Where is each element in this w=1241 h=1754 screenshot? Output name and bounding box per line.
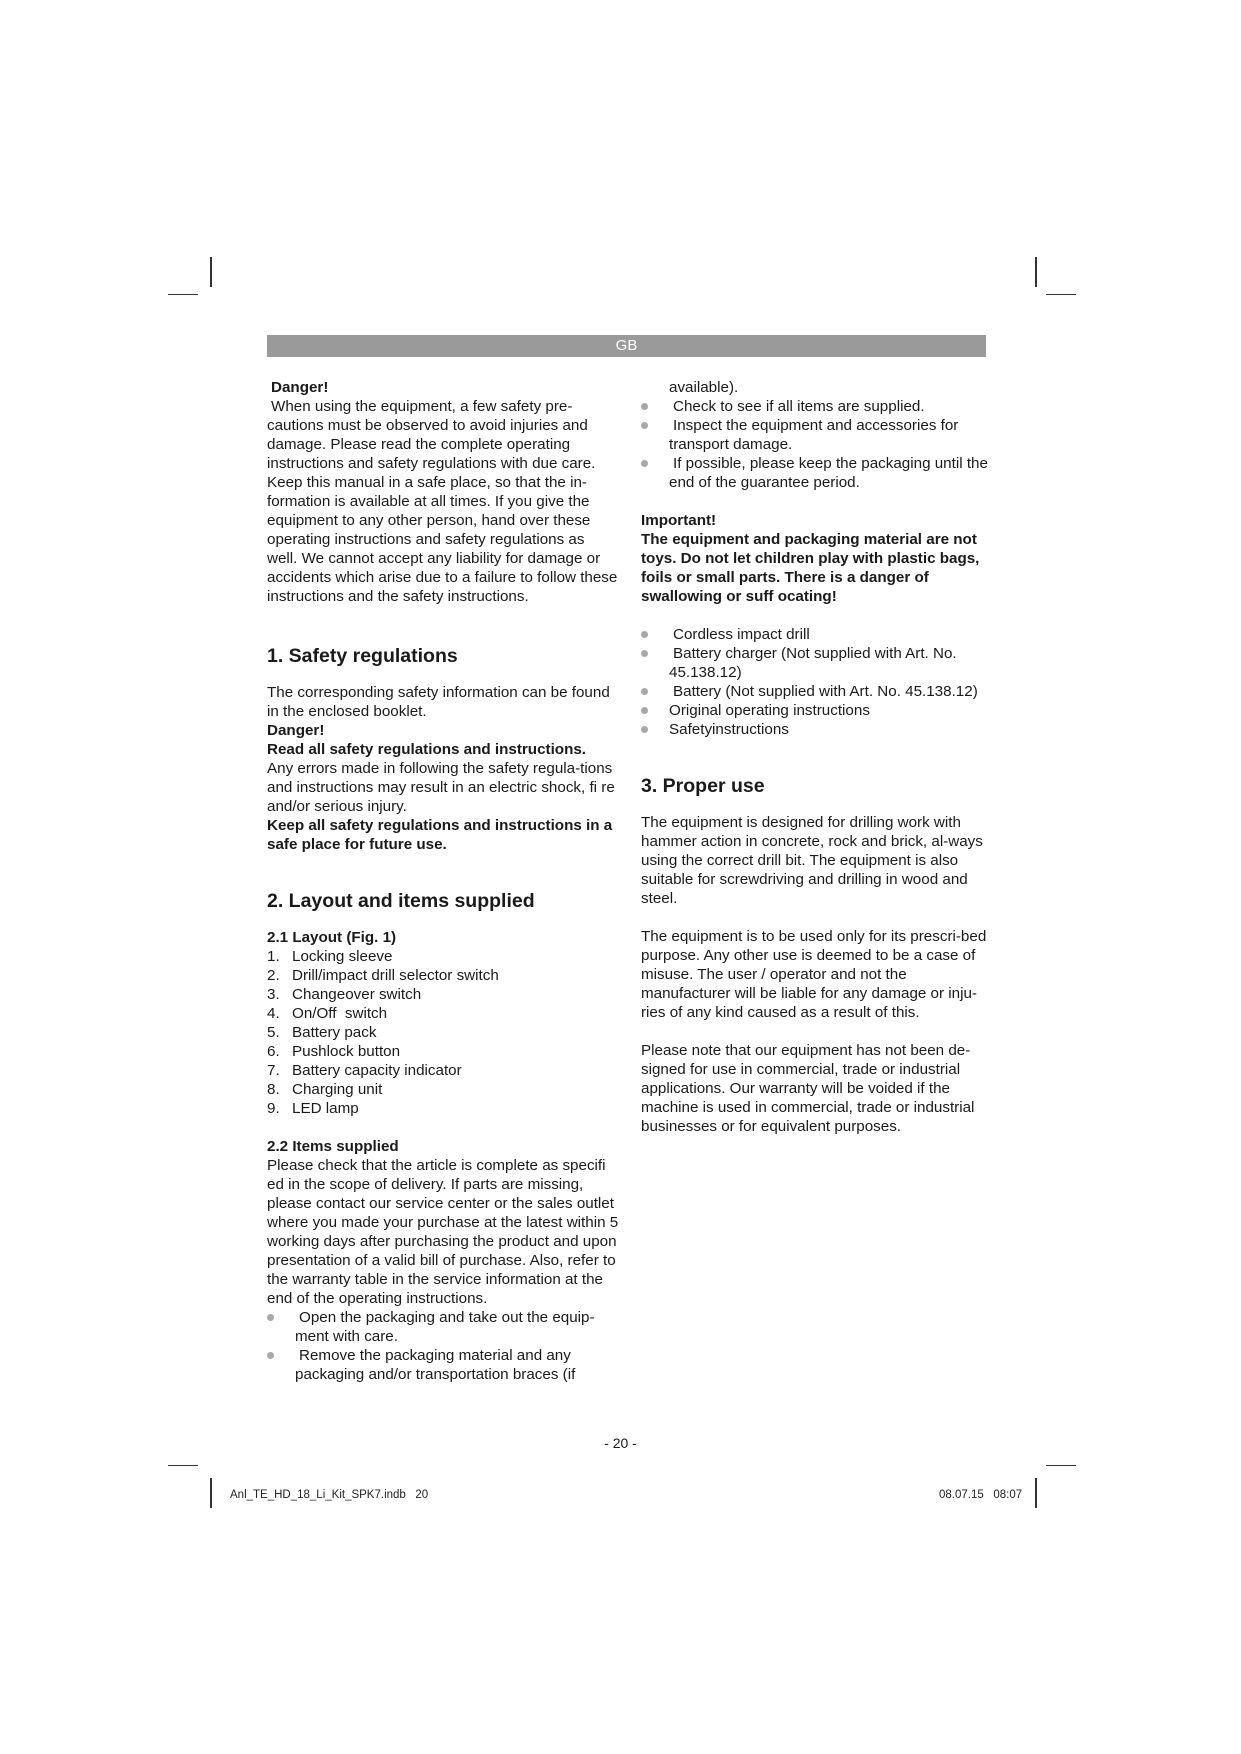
- list-item: 9. LED lamp: [267, 1100, 359, 1117]
- crop-mark: [210, 257, 212, 287]
- crop-mark: [1035, 257, 1037, 287]
- bullet-icon: [641, 403, 648, 410]
- bullet-icon: [641, 650, 648, 657]
- list-item: 3. Changeover switch: [267, 986, 422, 1003]
- intro-danger-heading: Danger!: [271, 379, 329, 396]
- language-code: GB: [615, 337, 638, 354]
- continued-text: available).: [669, 379, 739, 396]
- date-slug: 08.07.15 08:07: [939, 1489, 1023, 1501]
- list-item: Inspect the equipment and accessories for transport damage.: [641, 416, 991, 454]
- section-1-title: 1. Safety regulations: [267, 645, 458, 667]
- layout-list: [267, 947, 619, 1118]
- list-item: Open the packaging and take out the equip-ment with care.: [267, 1308, 619, 1346]
- crop-mark: [168, 294, 198, 295]
- bullet-icon: [641, 631, 648, 638]
- section-2-1-title: 2.1 Layout (Fig. 1): [267, 929, 397, 946]
- list-item: If possible, please keep the packaging until the end of the guarantee period.: [641, 454, 991, 492]
- list-item: Safetyinstructions: [641, 720, 991, 739]
- contents-bullet-list: [641, 625, 991, 739]
- right-column: [641, 378, 991, 1136]
- bullet-icon: [641, 460, 648, 467]
- list-item: 6. Pushlock button: [267, 1043, 401, 1060]
- crop-mark: [1046, 1465, 1076, 1466]
- list-item: 4. On/Off switch: [267, 1005, 388, 1022]
- important-heading: Important!: [641, 512, 717, 529]
- unpack-bullet-list: [267, 1308, 619, 1384]
- bullet-icon: [641, 707, 648, 714]
- important-text: The equipment and packaging material are not toys. Do not let children play with plastic bags, foils or small parts. There is a danger of swallowing or suff ocating!: [641, 531, 980, 605]
- section-1-bold-1: Read all safety regulations and instructions.: [267, 741, 587, 758]
- intro-paragraph: When using the equipment, a few safety pre-cautions must be observed to avoid injuries and damage. Please read the complete operating instructions and safety regulations with due care. Keep this manual in a safe place, so that the in-formation is available at all times. If you give the equipment to any other person, hand over these operating instructions and safety regulations as well. We cannot accept any liability for damage or accidents which arise due to a failure to follow these instructions and the safety instructions.: [267, 398, 618, 605]
- list-item: Battery charger (Not supplied with Art. No. 45.138.12): [641, 644, 991, 682]
- list-item: 2. Drill/impact drill selector switch: [267, 967, 499, 984]
- section-2-2-title: 2.2 Items supplied: [267, 1138, 399, 1155]
- bullet-icon: [267, 1314, 274, 1321]
- list-item: Cordless impact drill: [641, 625, 991, 644]
- bullet-icon: [641, 726, 648, 733]
- section-3-title: 3. Proper use: [641, 775, 765, 797]
- section-3-paragraph-1: The equipment is designed for drilling work with hammer action in concrete, rock and brick, al-ways using the correct drill bit. The equipment is also suitable for screwdriving and drilling in wood and steel.: [641, 814, 983, 907]
- list-item: 5. Battery pack: [267, 1024, 377, 1041]
- list-item: Check to see if all items are supplied.: [641, 397, 991, 416]
- list-item: Battery (Not supplied with Art. No. 45.138.12): [641, 682, 991, 701]
- list-item: 7. Battery capacity indicator: [267, 1062, 462, 1079]
- section-1-text-2: Any errors made in following the safety regula-tions and instructions may result in an electric shock, fi re and/or serious injury.: [267, 760, 615, 815]
- section-3-paragraph-2: The equipment is to be used only for its prescri-bed purpose. Any other use is deemed to be a case of misuse. The user / operator and not the manufacturer will be liable for any damage or inju-ries of any kind caused as a result of this.: [641, 928, 987, 1021]
- section-1-text: The corresponding safety information can be found in the enclosed booklet.: [267, 684, 610, 720]
- crop-mark: [168, 1465, 198, 1466]
- crop-mark: [1035, 1478, 1037, 1508]
- section-3-paragraph-3: Please note that our equipment has not been de-signed for use in commercial, trade or industrial applications. Our warranty will be voided if the machine is used in commercial, trade or industrial businesses or for equivalent purposes.: [641, 1042, 975, 1135]
- section-1-danger: Danger!: [267, 722, 325, 739]
- section-1-bold-2: Keep all safety regulations and instructions in a safe place for future use.: [267, 817, 613, 853]
- language-header-bar: [267, 335, 986, 357]
- left-column: [267, 378, 619, 1384]
- bullet-icon: [267, 1352, 274, 1359]
- list-item: 8. Charging unit: [267, 1081, 383, 1098]
- list-item: 1. Locking sleeve: [267, 948, 393, 965]
- file-slug: Anl_TE_HD_18_Li_Kit_SPK7.indb 20: [230, 1489, 429, 1501]
- section-2-2-text: Please check that the article is complete as specifi ed in the scope of delivery. If parts are missing, please contact our service center or the sales outlet where you made your purchase at the latest within 5 working days after purchasing the product and upon presentation of a valid bill of purchase. Also, refer to the warranty table in the service information at the end of the operating instructions.: [267, 1157, 619, 1307]
- list-item: Remove the packaging material and any packaging and/or transportation braces (if: [267, 1346, 619, 1384]
- crop-mark: [210, 1478, 212, 1508]
- page-number: - 20 -: [604, 1435, 637, 1451]
- bullet-icon: [641, 688, 648, 695]
- list-item: Original operating instructions: [641, 701, 991, 720]
- check-bullet-list: [641, 397, 991, 492]
- section-2-title: 2. Layout and items supplied: [267, 890, 535, 912]
- bullet-icon: [641, 422, 648, 429]
- crop-mark: [1046, 294, 1076, 295]
